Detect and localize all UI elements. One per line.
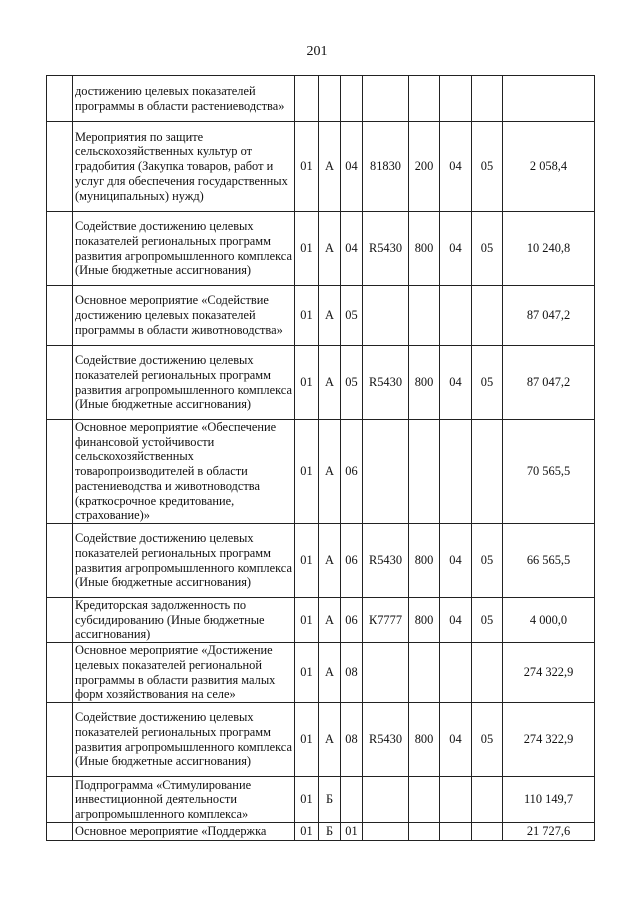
code-cell — [409, 76, 440, 122]
code-cell — [409, 643, 440, 703]
code-cell: 06 — [341, 420, 363, 524]
code-cell — [363, 286, 409, 346]
blank-cell — [47, 823, 73, 841]
code-cell: 05 — [341, 286, 363, 346]
blank-cell — [47, 524, 73, 598]
table-row — [47, 823, 595, 841]
budget-table — [46, 75, 595, 841]
code-cell: А — [319, 122, 341, 212]
amount-cell: 274 322,9 — [503, 703, 595, 777]
code-cell — [295, 76, 319, 122]
code-cell — [409, 286, 440, 346]
code-cell: 01 — [295, 598, 319, 643]
code-cell: А — [319, 643, 341, 703]
row-name-cell: Основное мероприятие «Достижение целевых показателей региональной программы в области развития малых форм хозяйствования на селе» — [73, 643, 295, 703]
row-name-cell: Основное мероприятие «Поддержка — [73, 823, 295, 841]
code-cell: 800 — [409, 524, 440, 598]
code-cell: 800 — [409, 212, 440, 286]
blank-cell — [47, 76, 73, 122]
code-cell — [472, 420, 503, 524]
code-cell: А — [319, 703, 341, 777]
code-cell: 200 — [409, 122, 440, 212]
table-row — [47, 76, 595, 122]
amount-cell: 10 240,8 — [503, 212, 595, 286]
code-cell: R5430 — [363, 703, 409, 777]
amount-cell: 110 149,7 — [503, 777, 595, 823]
code-cell: 800 — [409, 346, 440, 420]
blank-cell — [47, 286, 73, 346]
code-cell — [440, 420, 472, 524]
code-cell: 01 — [295, 286, 319, 346]
row-name-cell: Основное мероприятие «Обеспечение финансовой устойчивости сельскохозяйственных товаропроизводителей в области растениеводства и животноводства (краткосрочное кредитование, страхование)» — [73, 420, 295, 524]
code-cell: Б — [319, 823, 341, 841]
code-cell — [472, 286, 503, 346]
table-row — [47, 122, 595, 212]
amount-cell — [503, 76, 595, 122]
blank-cell — [47, 703, 73, 777]
row-name-cell: Основное мероприятие «Содействие достижению целевых показателей программы в области животноводства» — [73, 286, 295, 346]
code-cell — [409, 777, 440, 823]
code-cell — [363, 643, 409, 703]
amount-cell: 274 322,9 — [503, 643, 595, 703]
amount-cell: 2 058,4 — [503, 122, 595, 212]
amount-cell: 87 047,2 — [503, 346, 595, 420]
blank-cell — [47, 643, 73, 703]
code-cell: 05 — [472, 703, 503, 777]
row-name-cell: достижению целевых показателей программы в области растениеводства» — [73, 76, 295, 122]
code-cell: 04 — [440, 524, 472, 598]
code-cell: 01 — [295, 420, 319, 524]
table-row — [47, 420, 595, 524]
row-name-cell: Содействие достижению целевых показателей региональных программ развития агропромышленного комплекса (Иные бюджетные ассигнования) — [73, 524, 295, 598]
code-cell: 01 — [295, 212, 319, 286]
code-cell: А — [319, 286, 341, 346]
code-cell: 01 — [295, 643, 319, 703]
code-cell — [472, 76, 503, 122]
code-cell: 04 — [440, 703, 472, 777]
code-cell — [319, 76, 341, 122]
amount-cell: 70 565,5 — [503, 420, 595, 524]
code-cell: 04 — [440, 122, 472, 212]
code-cell: 05 — [472, 212, 503, 286]
code-cell — [341, 76, 363, 122]
row-name-cell: Подпрограмма «Стимулирование инвестиционной деятельности агропромышленного комплекса» — [73, 777, 295, 823]
table-row — [47, 346, 595, 420]
code-cell — [472, 643, 503, 703]
code-cell — [472, 823, 503, 841]
code-cell: 01 — [295, 777, 319, 823]
amount-cell: 21 727,6 — [503, 823, 595, 841]
code-cell: R5430 — [363, 212, 409, 286]
code-cell: 05 — [472, 524, 503, 598]
blank-cell — [47, 420, 73, 524]
row-name-cell: Содействие достижению целевых показателей региональных программ развития агропромышленного комплекса (Иные бюджетные ассигнования) — [73, 212, 295, 286]
code-cell: 01 — [295, 122, 319, 212]
code-cell: 04 — [440, 598, 472, 643]
table-row — [47, 598, 595, 643]
amount-cell: 87 047,2 — [503, 286, 595, 346]
table-row — [47, 703, 595, 777]
blank-cell — [47, 777, 73, 823]
table-row — [47, 777, 595, 823]
table-row — [47, 286, 595, 346]
code-cell — [363, 76, 409, 122]
code-cell: 05 — [472, 598, 503, 643]
code-cell — [440, 76, 472, 122]
code-cell: А — [319, 524, 341, 598]
blank-cell — [47, 212, 73, 286]
code-cell: А — [319, 420, 341, 524]
code-cell: 04 — [341, 212, 363, 286]
code-cell: 800 — [409, 703, 440, 777]
row-name-cell: Содействие достижению целевых показателей региональных программ развития агропромышленного комплекса (Иные бюджетные ассигнования) — [73, 703, 295, 777]
blank-cell — [47, 122, 73, 212]
code-cell — [341, 777, 363, 823]
blank-cell — [47, 346, 73, 420]
code-cell — [363, 420, 409, 524]
row-name-cell: Мероприятия по защите сельскохозяйственных культур от градобития (Закупка товаров, работ и услуг для обеспечения государственных (муниципальных) нужд) — [73, 122, 295, 212]
code-cell: А — [319, 598, 341, 643]
code-cell: 05 — [472, 346, 503, 420]
amount-cell: 4 000,0 — [503, 598, 595, 643]
code-cell — [409, 823, 440, 841]
code-cell: 01 — [341, 823, 363, 841]
code-cell — [440, 286, 472, 346]
code-cell: 81830 — [363, 122, 409, 212]
code-cell: 05 — [472, 122, 503, 212]
code-cell: 06 — [341, 524, 363, 598]
amount-cell: 66 565,5 — [503, 524, 595, 598]
code-cell: 01 — [295, 524, 319, 598]
code-cell — [440, 823, 472, 841]
code-cell: Б — [319, 777, 341, 823]
code-cell: 01 — [295, 823, 319, 841]
code-cell: 04 — [341, 122, 363, 212]
code-cell — [363, 823, 409, 841]
code-cell: 04 — [440, 346, 472, 420]
code-cell: 01 — [295, 346, 319, 420]
page-number: 201 — [306, 44, 328, 59]
code-cell: А — [319, 212, 341, 286]
code-cell: 04 — [440, 212, 472, 286]
table-row — [47, 524, 595, 598]
row-name-cell: Кредиторская задолженность по субсидированию (Иные бюджетные ассигнования) — [73, 598, 295, 643]
code-cell: R5430 — [363, 524, 409, 598]
blank-cell — [47, 598, 73, 643]
code-cell: К7777 — [363, 598, 409, 643]
code-cell — [409, 420, 440, 524]
code-cell: 05 — [341, 346, 363, 420]
code-cell — [363, 777, 409, 823]
code-cell: 01 — [295, 703, 319, 777]
table-row — [47, 212, 595, 286]
code-cell — [440, 777, 472, 823]
code-cell — [472, 777, 503, 823]
table-row — [47, 643, 595, 703]
code-cell: R5430 — [363, 346, 409, 420]
code-cell: 08 — [341, 703, 363, 777]
row-name-cell: Содействие достижению целевых показателей региональных программ развития агропромышленного комплекса (Иные бюджетные ассигнования) — [73, 346, 295, 420]
code-cell — [440, 643, 472, 703]
code-cell: А — [319, 346, 341, 420]
code-cell: 08 — [341, 643, 363, 703]
code-cell: 06 — [341, 598, 363, 643]
code-cell: 800 — [409, 598, 440, 643]
